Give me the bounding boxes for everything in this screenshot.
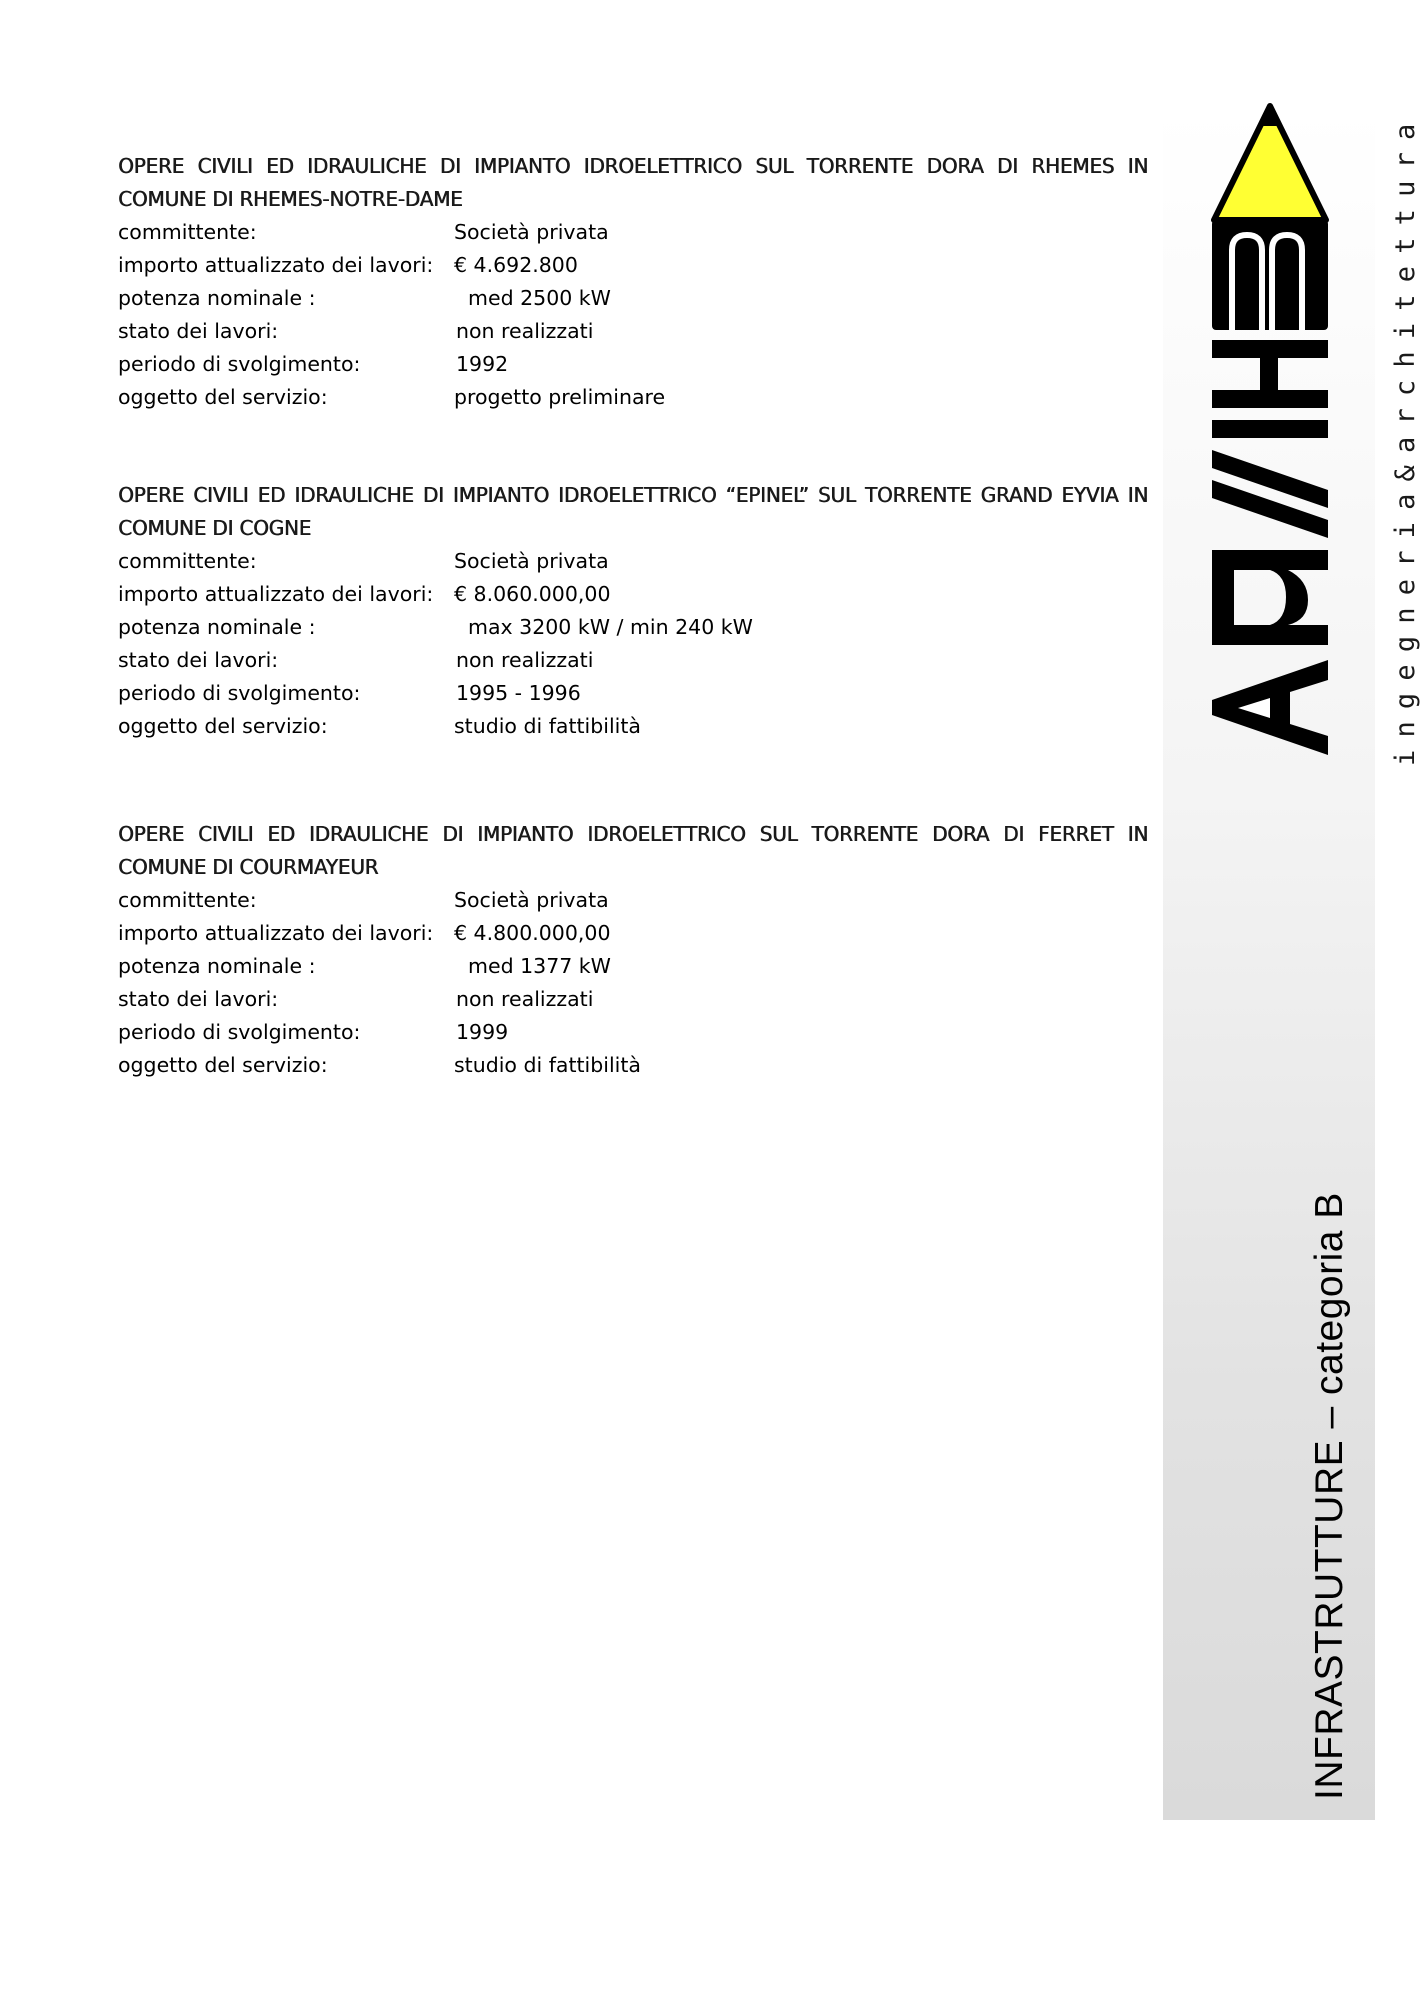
field-value: 1995 - 1996 — [456, 681, 581, 705]
field-value: € 8.060.000,00 — [454, 582, 611, 606]
field-value: studio di fattibilità — [454, 714, 641, 738]
field-label: stato dei lavori: — [118, 319, 279, 343]
field-row — [118, 282, 1148, 315]
field-label: periodo di svolgimento: — [118, 1020, 361, 1044]
logo-letters — [1212, 340, 1328, 755]
field-row — [118, 1016, 1148, 1049]
field-value: studio di fattibilità — [454, 1053, 641, 1077]
field-value: non realizzati — [456, 648, 594, 672]
field-value: € 4.800.000,00 — [454, 921, 611, 945]
field-value: Società privata — [454, 549, 609, 573]
field-label: importo attualizzato dei lavori: — [118, 253, 434, 277]
field-label: oggetto del servizio: — [118, 714, 328, 738]
field-label: oggetto del servizio: — [118, 385, 328, 409]
field-row — [118, 348, 1148, 381]
project-title: OPERE CIVILI ED IDRAULICHE DI IMPIANTO IDROELETTRICO “EPINEL” SUL TORRENTE GRAND EYVIA IN COMUNE DI COGNE — [118, 483, 1148, 540]
field-label: oggetto del servizio: — [118, 1053, 328, 1077]
project-entry — [118, 150, 1148, 414]
field-value: 1999 — [456, 1020, 509, 1044]
field-label: periodo di svolgimento: — [118, 352, 361, 376]
field-label: committente: — [118, 888, 257, 912]
field-value: progetto preliminare — [454, 385, 666, 409]
field-row — [118, 611, 1148, 644]
field-row — [118, 315, 1148, 348]
field-value: non realizzati — [456, 987, 594, 1011]
field-label: periodo di svolgimento: — [118, 681, 361, 705]
field-row — [118, 677, 1148, 710]
field-value: Società privata — [454, 888, 609, 912]
field-row — [118, 249, 1148, 282]
field-row — [118, 710, 1148, 743]
field-label: committente: — [118, 220, 257, 244]
field-value: non realizzati — [456, 319, 594, 343]
project-title: OPERE CIVILI ED IDRAULICHE DI IMPIANTO IDROELETTRICO SUL TORRENTE DORA DI FERRET IN COMUNE DI COURMAYEUR — [118, 822, 1148, 879]
field-value: € 4.692.800 — [454, 253, 578, 277]
field-label: stato dei lavori: — [118, 648, 279, 672]
field-value: med 2500 kW — [468, 286, 611, 310]
field-label: potenza nominale : — [118, 615, 316, 639]
field-row — [118, 917, 1148, 950]
field-value: Società privata — [454, 220, 609, 244]
field-label: stato dei lavori: — [118, 987, 279, 1011]
field-row — [118, 216, 1148, 249]
field-row — [118, 1049, 1148, 1082]
field-label: importo attualizzato dei lavori: — [118, 921, 434, 945]
company-logo — [1210, 100, 1330, 770]
field-row — [118, 545, 1148, 578]
project-entry — [118, 818, 1148, 1082]
field-value: 1992 — [456, 352, 509, 376]
project-title: OPERE CIVILI ED IDRAULICHE DI IMPIANTO IDROELETTRICO SUL TORRENTE DORA DI RHEMES IN COMUNE DI RHEMES-NOTRE-DAME — [118, 154, 1148, 211]
field-row — [118, 884, 1148, 917]
logo-tagline: ingegneria&architettura — [1390, 111, 1421, 766]
category-label: INFRASTRUTTURE – categoria B — [1308, 1192, 1351, 1800]
project-entry — [118, 479, 1148, 743]
field-row — [118, 578, 1148, 611]
field-row — [118, 983, 1148, 1016]
field-row — [118, 950, 1148, 983]
field-value: max 3200 kW / min 240 kW — [468, 615, 753, 639]
field-row — [118, 644, 1148, 677]
field-label: committente: — [118, 549, 257, 573]
field-value: med 1377 kW — [468, 954, 611, 978]
field-label: potenza nominale : — [118, 954, 316, 978]
field-label: importo attualizzato dei lavori: — [118, 582, 434, 606]
field-row — [118, 381, 1148, 414]
field-label: potenza nominale : — [118, 286, 316, 310]
